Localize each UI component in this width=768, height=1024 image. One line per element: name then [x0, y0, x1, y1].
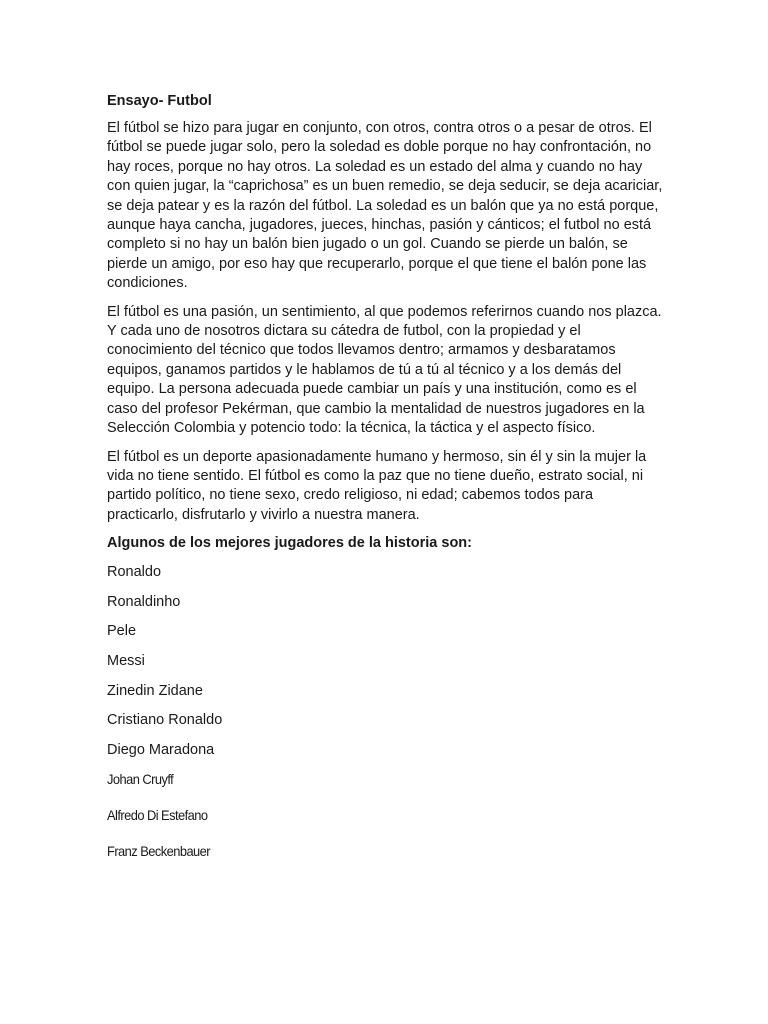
list-item: Cristiano Ronaldo: [107, 712, 223, 729]
essay-paragraph-2: El fútbol es una pasión, un sentimiento, al que podemos referirnos cuando nos plazca. Y cada uno de nosotros dictara su cátedra de futbol, con la propiedad y el conocimiento del técnico que todos llevamos dentro; armamos y desbaratamos equipos, ganamos partidos y le hablamos de tú a tú al técnico y a los demás del equipo. La persona adecuada puede cambiar un país y una institución, como es el caso del profesor Pekérman, que cambio la mentalidad de nuestros jugadores en la Selección Colombia y potencio todo: la técnica, la táctica y el aspecto físico.: [107, 303, 662, 437]
list-item: Zinedin Zidane: [107, 682, 203, 699]
list-item: Franz Beckenbauer: [107, 843, 211, 860]
players-list-heading: Algunos de los mejores jugadores de la historia son:: [107, 535, 472, 552]
players-list: [107, 563, 667, 872]
document-page: [107, 92, 667, 872]
list-item: Alfredo Di Estefano: [107, 807, 208, 824]
document-title: Ensayo- Futbol: [107, 93, 212, 109]
list-item: Pele: [107, 623, 137, 640]
list-item: Ronaldinho: [107, 593, 181, 610]
essay-paragraph-1: El fútbol se hizo para jugar en conjunto, con otros, contra otros o a pesar de otros. El fútbol se puede jugar solo, pero la soledad es doble porque no hay confrontación, no hay roces, porque no hay otros. La soledad es un estado del alma y cuando no hay con quien jugar, la “caprichosa” es un buen remedio, se deja seducir, se deja acariciar, se deja patear y es la razón del fútbol. La soledad es un balón que ya no está porque, aunque haya cancha, jugadores, jueces, hinchas, pasión y cánticos; el futbol no está completo si no hay un balón bien jugado o un gol. Cuando se pierde un balón, se pierde un amigo, por eso hay que recuperarlo, porque el que tiene el balón pone las condiciones.: [107, 120, 663, 292]
list-item: Messi: [107, 652, 145, 669]
list-item: Diego Maradona: [107, 741, 215, 758]
list-item: Ronaldo: [107, 564, 162, 581]
essay-paragraph-3: El fútbol es un deporte apasionadamente humano y hermoso, sin él y sin la mujer la vida no tiene sentido. El fútbol es como la paz que no tiene dueño, estrato social, ni partido político, no tiene sexo, credo religioso, ni edad; cabemos todos para practicarlo, disfrutarlo y vivirlo a nuestra manera.: [107, 448, 647, 523]
list-item: Johan Cruyff: [107, 771, 174, 788]
